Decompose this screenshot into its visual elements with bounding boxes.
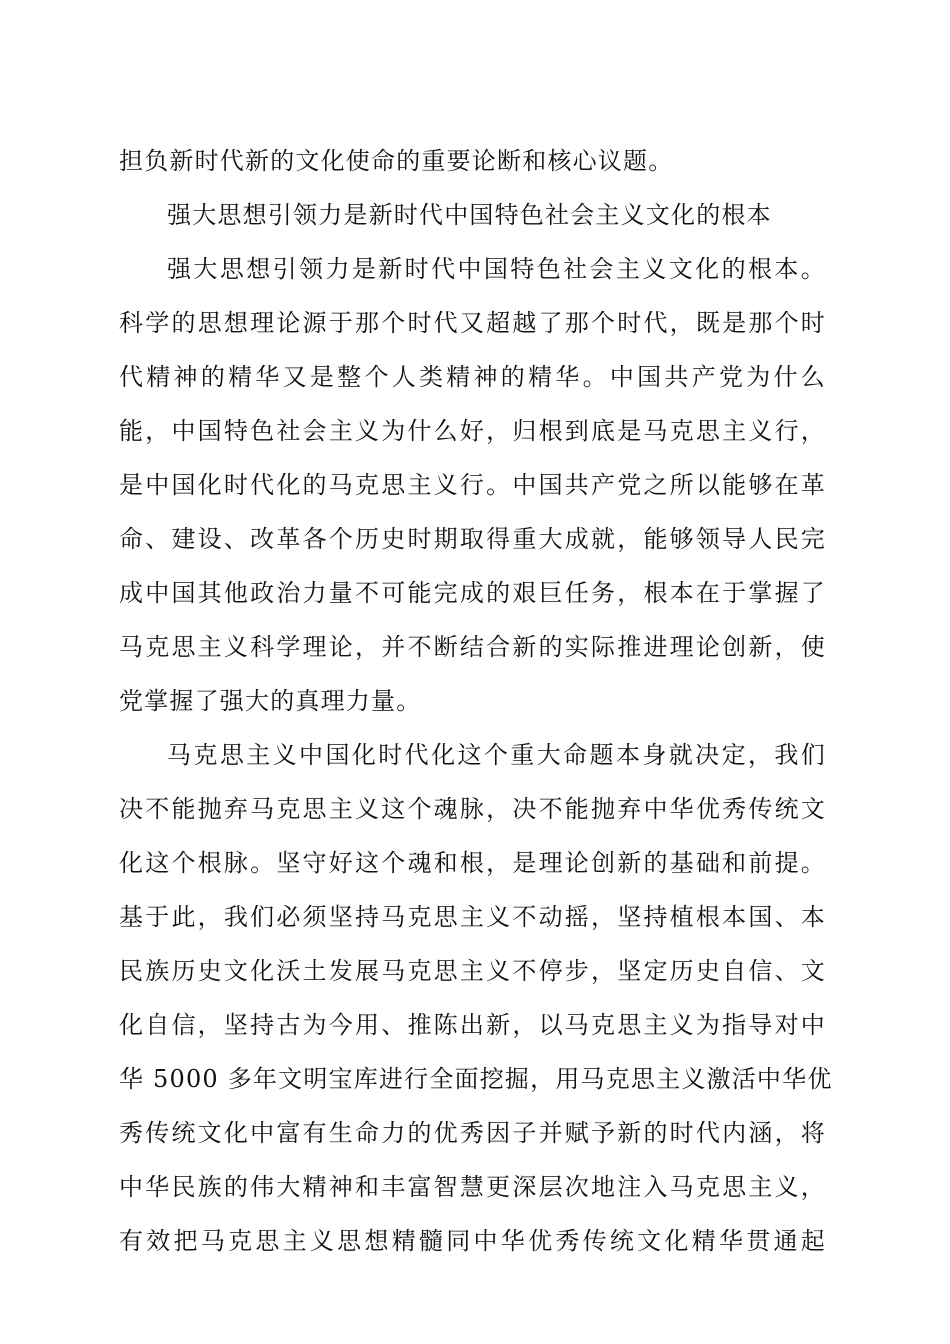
text-line: 马克思主义科学理论，并不断结合新的实际推进理论创新，使: [119, 633, 826, 661]
text-line: 强大思想引领力是新时代中国特色社会主义文化的根本。: [167, 255, 826, 283]
text-line: 华 5000 多年文明宝库进行全面挖掘，用马克思主义激活中华优: [119, 1065, 833, 1093]
text-line: 化自信，坚持古为今用、推陈出新，以马克思主义为指导对中: [119, 1011, 826, 1039]
text-line: 民族历史文化沃土发展马克思主义不停步，坚定历史自信、文: [119, 957, 826, 985]
text-line: 决不能抛弃马克思主义这个魂脉，决不能抛弃中华优秀传统文: [119, 795, 826, 823]
text-line: 命、建设、改革各个历史时期取得重大成就，能够领导人民完: [119, 525, 826, 553]
text-line: 担负新时代新的文化使命的重要论断和核心议题。: [119, 147, 674, 175]
text-line: 能，中国特色社会主义为什么好，归根到底是马克思主义行，: [119, 417, 826, 445]
text-line: 科学的思想理论源于那个时代又超越了那个时代，既是那个时: [119, 309, 826, 337]
text-line: 成中国其他政治力量不可能完成的艰巨任务，根本在于掌握了: [119, 579, 826, 607]
text-line: 中华民族的伟大精神和丰富智慧更深层次地注入马克思主义，: [119, 1173, 826, 1201]
text-line: 代精神的精华又是整个人类精神的精华。中国共产党为什么: [119, 363, 826, 391]
text-line: 化这个根脉。坚守好这个魂和根，是理论创新的基础和前提。: [119, 849, 826, 877]
section-heading: 强大思想引领力是新时代中国特色社会主义文化的根本: [167, 201, 772, 229]
text-line: 是中国化时代化的马克思主义行。中国共产党之所以能够在革: [119, 471, 826, 499]
text-line: 有效把马克思主义思想精髓同中华优秀传统文化精华贯通起: [119, 1227, 826, 1255]
text-line: 马克思主义中国化时代化这个重大命题本身就决定，我们: [167, 741, 826, 769]
text-line: 基于此，我们必须坚持马克思主义不动摇，坚持植根本国、本: [119, 903, 826, 931]
text-line: 党掌握了强大的真理力量。: [119, 687, 422, 715]
text-line: 秀传统文化中富有生命力的优秀因子并赋予新的时代内涵，将: [119, 1119, 826, 1147]
